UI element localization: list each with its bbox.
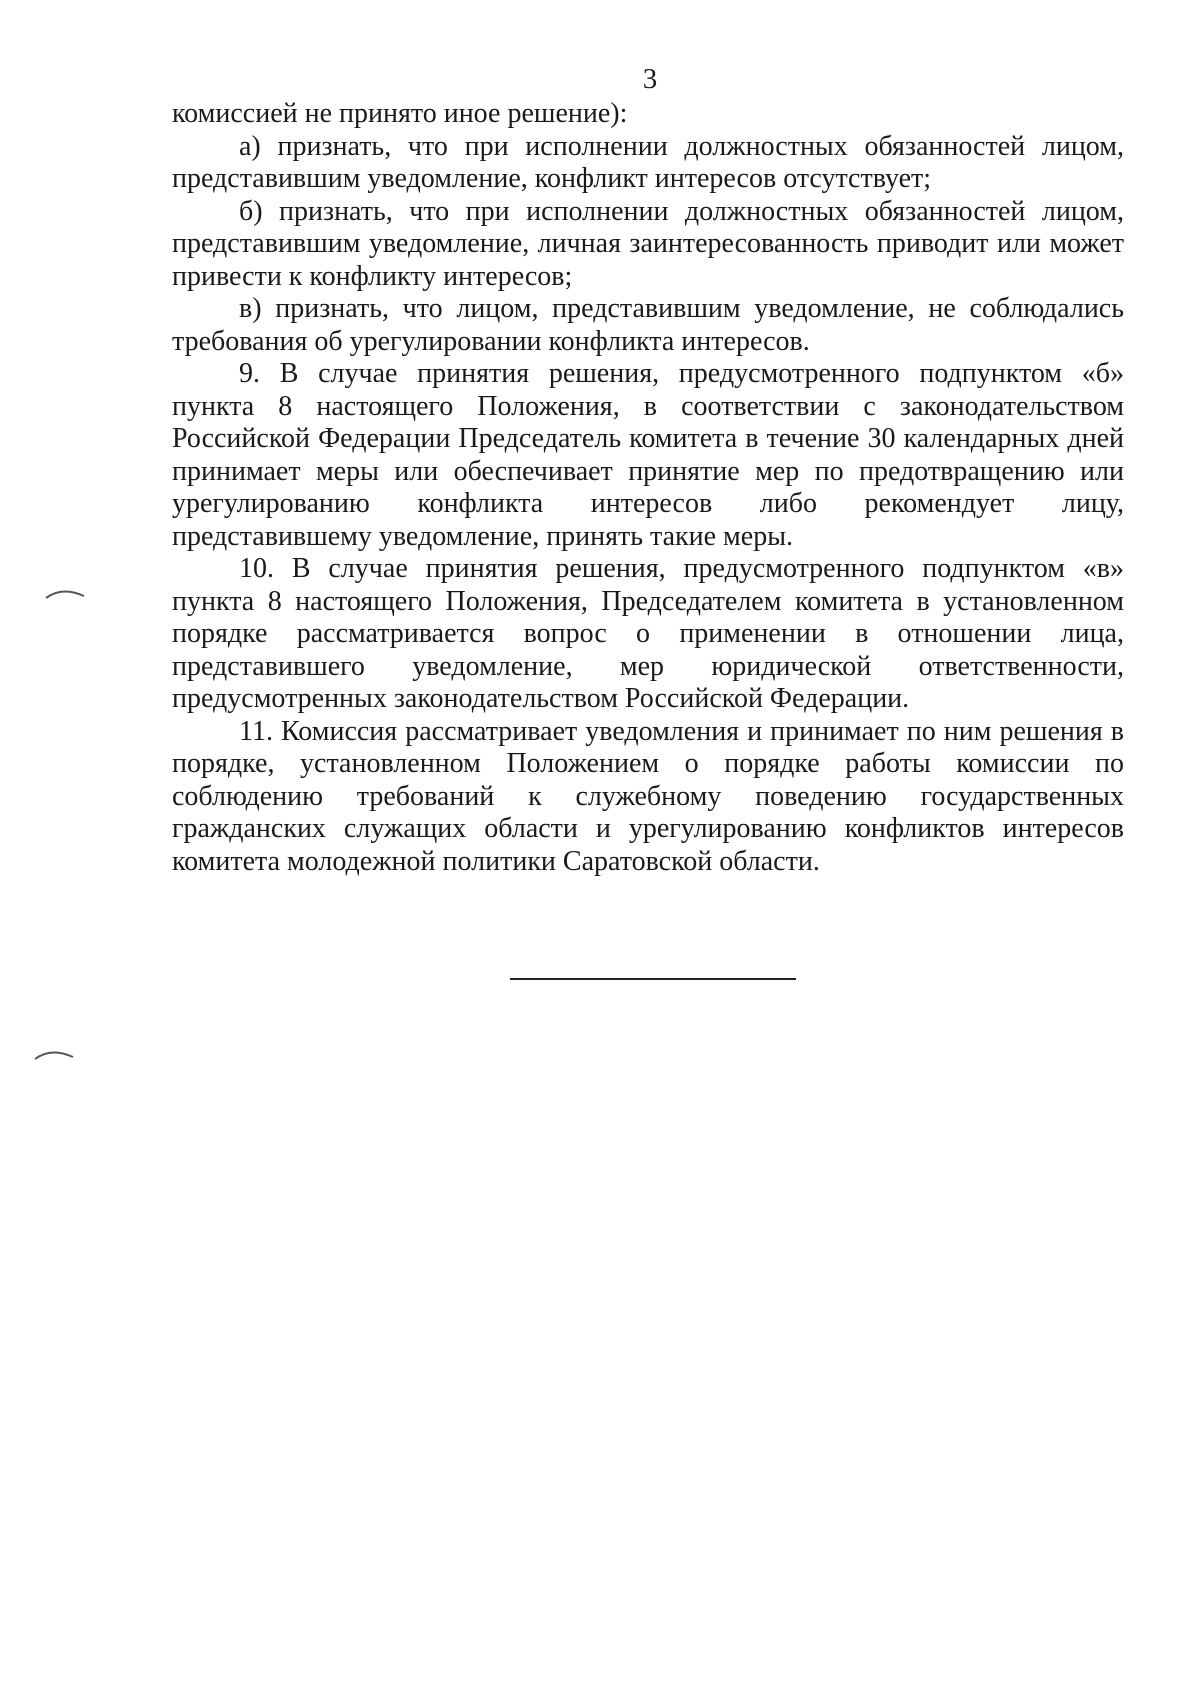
paragraph-item-v: в) признать, что лицом, представившим уведомление, не соблюдались требования об урегулировании конфликта интересов. — [172, 293, 1124, 357]
paragraph-continuation: комиссией не принято иное решение): — [172, 98, 628, 129]
page-number: 3 — [642, 63, 658, 95]
binder-hole-mark-icon — [44, 584, 86, 600]
document-body — [172, 98, 1124, 878]
paragraph-clause-10: 10. В случае принятия решения, предусмотренного подпунктом «в» пункта 8 настоящего Положения, Председателем комитета в установленном порядке рассматривается вопрос о применении в отношении лица, представившего уведомление, мер юридической ответственности, предусмотренных законодательством Российской Федерации. — [172, 553, 1124, 714]
end-separator-line — [510, 978, 796, 980]
paragraph-item-a: а) признать, что при исполнении должностных обязанностей лицом, представившим уведомление, конфликт интересов отсутствует; — [172, 130, 1124, 194]
binder-hole-mark-icon — [33, 1045, 75, 1061]
paragraph-clause-9: 9. В случае принятия решения, предусмотренного подпунктом «б» пункта 8 настоящего Положения, в соответствии с законодательством Российской Федерации Председатель комитета в течение 30 календарных дней принимает меры или обеспечивает принятие мер по предотвращению или урегулированию конфликта интересов либо рекомендует лицу, представившему уведомление, принять такие меры. — [172, 358, 1124, 552]
paragraph-clause-11: 11. Комиссия рассматривает уведомления и принимает по ним решения в порядке, установленном Положением о порядке работы комиссии по соблюдению требований к служебному поведению государственных гражданских служащих области и урегулированию конфликтов интересов комитета молодежной политики Саратовской области. — [172, 715, 1124, 877]
paragraph-item-b: б) признать, что при исполнении должностных обязанностей лицом, представившим уведомление, личная заинтересованность приводит или может привести к конфликту интересов; — [172, 195, 1124, 292]
